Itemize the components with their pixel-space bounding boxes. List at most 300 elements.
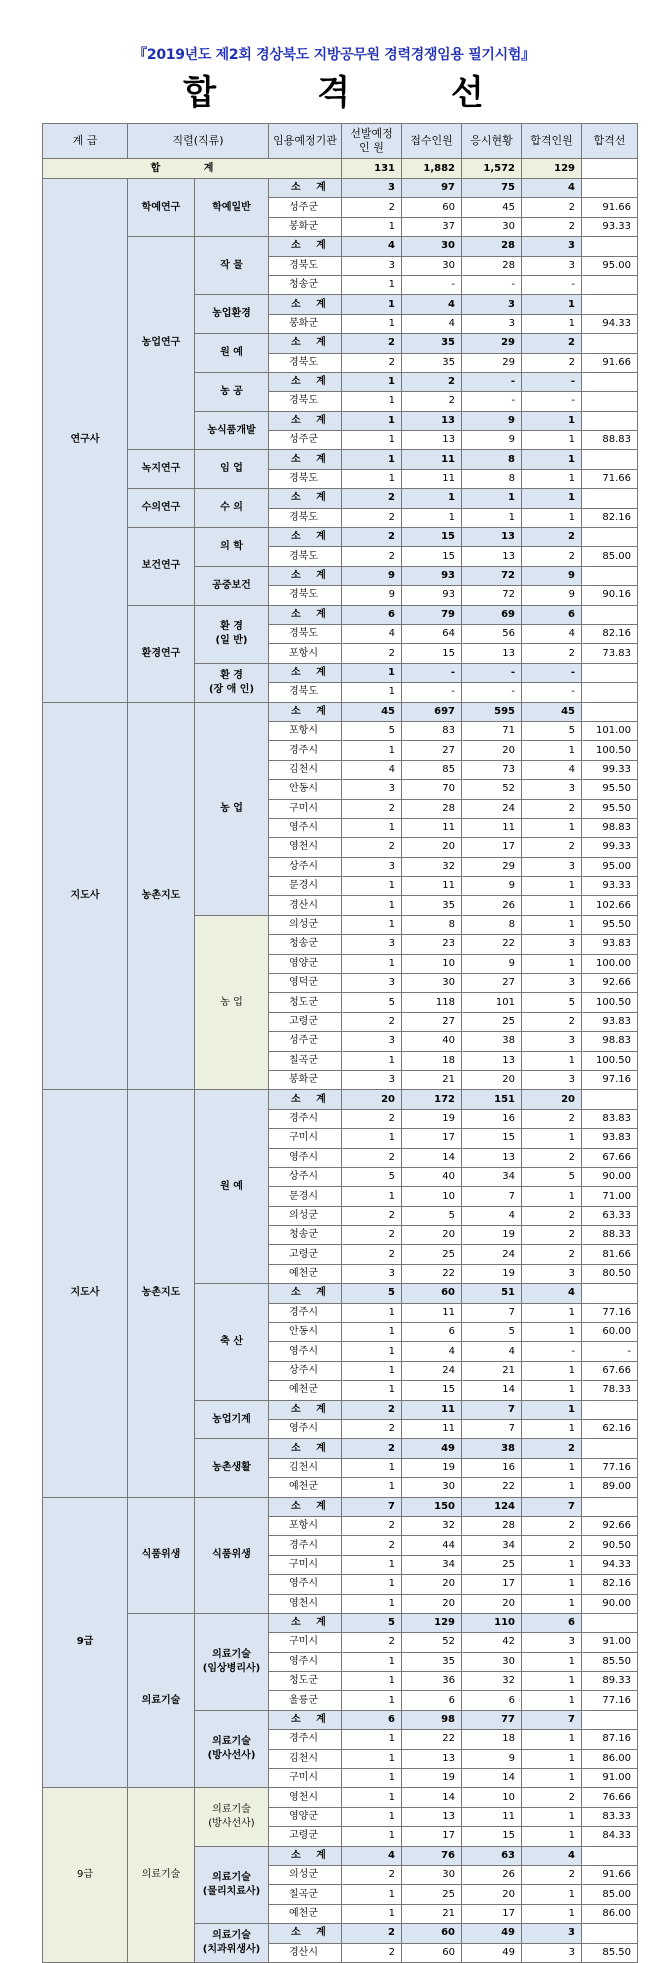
attended-cell: 110 xyxy=(462,1613,522,1632)
planned-cell: 2 xyxy=(342,1226,402,1245)
passed-cell: 2 xyxy=(522,1206,582,1225)
applied-cell: 172 xyxy=(402,1090,462,1109)
planned-cell: 1 xyxy=(342,1051,402,1070)
attended-cell: 13 xyxy=(462,547,522,566)
agency-cell: 영주시 xyxy=(269,1575,342,1594)
cutoff-cell: 90.50 xyxy=(582,1536,638,1555)
applied-cell: 6 xyxy=(402,1691,462,1710)
cutoff-cell: 77.16 xyxy=(582,1303,638,1322)
subseries-cell: 축 산 xyxy=(195,1284,269,1400)
agency-cell: 고령군 xyxy=(269,1245,342,1264)
subtotal-row xyxy=(43,1090,638,1109)
planned-cell: 2 xyxy=(342,1420,402,1439)
attended-cell: 72 xyxy=(462,586,522,605)
attended-cell: 75 xyxy=(462,179,522,198)
planned-cell: 1 xyxy=(342,1672,402,1691)
attended-cell: 13 xyxy=(462,644,522,663)
applied-cell: 23 xyxy=(402,935,462,954)
cutoff-cell: 94.33 xyxy=(582,1555,638,1574)
subseries-cell: 식품위생 xyxy=(195,1497,269,1613)
cutoff-cell: 71.66 xyxy=(582,469,638,488)
passed-cell: 1 xyxy=(522,1478,582,1497)
applied-cell: 10 xyxy=(402,1187,462,1206)
cutoff-cell: 91.66 xyxy=(582,353,638,372)
applied-cell: 35 xyxy=(402,1652,462,1671)
agency-cell: 안동시 xyxy=(269,1323,342,1342)
subseries-cell: 공중보건 xyxy=(195,566,269,605)
applied-cell: 60 xyxy=(402,1924,462,1943)
attended-cell: 14 xyxy=(462,1769,522,1788)
applied-cell: 32 xyxy=(402,857,462,876)
planned-cell: 1 xyxy=(342,431,402,450)
passed-cell: 1 xyxy=(522,489,582,508)
passed-cell: 1 xyxy=(522,1672,582,1691)
planned-cell: 2 xyxy=(342,1109,402,1128)
passed-cell: 1 xyxy=(522,1691,582,1710)
passed-cell: 2 xyxy=(522,528,582,547)
applied-cell: 44 xyxy=(402,1536,462,1555)
passed-cell: 1 xyxy=(522,1885,582,1904)
applied-cell: - xyxy=(402,275,462,294)
cutoff-cell: 100.00 xyxy=(582,954,638,973)
planned-cell: 2 xyxy=(342,1400,402,1419)
cutoff-cell xyxy=(582,392,638,411)
attended-cell: 71 xyxy=(462,721,522,740)
applied-cell: 17 xyxy=(402,1827,462,1846)
attended-cell: 18 xyxy=(462,1730,522,1749)
total-planned: 131 xyxy=(342,159,402,179)
agency-cell: 구미시 xyxy=(269,1555,342,1574)
passed-cell: 4 xyxy=(522,1846,582,1865)
passed-cell: 1 xyxy=(522,1400,582,1419)
agency-cell: 소 계 xyxy=(269,1284,342,1303)
applied-cell: 97 xyxy=(402,179,462,198)
agency-cell: 고령군 xyxy=(269,1012,342,1031)
applied-cell: 4 xyxy=(402,1342,462,1361)
planned-cell: 1 xyxy=(342,1361,402,1380)
series-cell: 의료기술 xyxy=(128,1613,195,1788)
passed-cell: 1 xyxy=(522,1129,582,1148)
subseries-cell: 의료기술 (임상병리사) xyxy=(195,1613,269,1710)
results-table xyxy=(42,123,638,1963)
cutoff-cell: 77.16 xyxy=(582,1458,638,1477)
applied-cell: 11 xyxy=(402,450,462,469)
agency-cell: 경주시 xyxy=(269,741,342,760)
total-applied: 1,882 xyxy=(402,159,462,179)
planned-cell: 2 xyxy=(342,1516,402,1535)
cutoff-cell: 84.33 xyxy=(582,1827,638,1846)
applied-cell: 11 xyxy=(402,1420,462,1439)
passed-cell: 5 xyxy=(522,1167,582,1186)
passed-cell: 2 xyxy=(522,1788,582,1807)
applied-cell: 93 xyxy=(402,566,462,585)
series-cell: 학예연구 xyxy=(128,179,195,237)
planned-cell: 1 xyxy=(342,1652,402,1671)
agency-cell: 경북도 xyxy=(269,683,342,702)
agency-cell: 경산시 xyxy=(269,896,342,915)
agency-cell: 소 계 xyxy=(269,1613,342,1632)
applied-cell: 2 xyxy=(402,372,462,391)
passed-cell: 9 xyxy=(522,566,582,585)
col-header-planned: 선발예정 인 원 xyxy=(342,124,402,159)
planned-cell: 4 xyxy=(342,1846,402,1865)
agency-cell: 상주시 xyxy=(269,1361,342,1380)
passed-cell: 1 xyxy=(522,1458,582,1477)
agency-cell: 소 계 xyxy=(269,334,342,353)
cutoff-cell xyxy=(582,528,638,547)
subseries-cell: 의료기술 (물리치료사) xyxy=(195,1846,269,1924)
applied-cell: 21 xyxy=(402,1904,462,1923)
cutoff-cell: 98.83 xyxy=(582,818,638,837)
planned-cell: 1 xyxy=(342,896,402,915)
applied-cell: 40 xyxy=(402,1167,462,1186)
passed-cell: 2 xyxy=(522,1012,582,1031)
subtotal-row xyxy=(43,702,638,721)
passed-cell: 4 xyxy=(522,760,582,779)
attended-cell: 22 xyxy=(462,935,522,954)
subseries-cell: 농 업 xyxy=(195,702,269,915)
cutoff-cell: 83.83 xyxy=(582,1109,638,1128)
subtotal-row xyxy=(43,605,638,624)
cutoff-cell: 78.33 xyxy=(582,1381,638,1400)
passed-cell: 1 xyxy=(522,1749,582,1768)
cutoff-cell: 95.50 xyxy=(582,780,638,799)
planned-cell: 1 xyxy=(342,1807,402,1826)
subseries-cell: 농 공 xyxy=(195,372,269,411)
passed-cell: 1 xyxy=(522,877,582,896)
attended-cell: 52 xyxy=(462,780,522,799)
passed-cell: 1 xyxy=(522,1594,582,1613)
passed-cell: 1 xyxy=(522,1323,582,1342)
planned-cell: 1 xyxy=(342,1594,402,1613)
passed-cell: 3 xyxy=(522,1070,582,1089)
passed-cell: 3 xyxy=(522,1264,582,1283)
passed-cell: 1 xyxy=(522,1807,582,1826)
attended-cell: 9 xyxy=(462,431,522,450)
cutoff-cell xyxy=(582,566,638,585)
grade-cell: 지도사 xyxy=(43,702,128,1090)
planned-cell: 2 xyxy=(342,198,402,217)
subseries-cell: 농업환경 xyxy=(195,295,269,334)
agency-cell: 울릉군 xyxy=(269,1691,342,1710)
passed-cell: 2 xyxy=(522,1245,582,1264)
cutoff-cell xyxy=(582,334,638,353)
attended-cell: 42 xyxy=(462,1633,522,1652)
planned-cell: 1 xyxy=(342,683,402,702)
attended-cell: 4 xyxy=(462,1342,522,1361)
page-title xyxy=(0,65,668,114)
agency-cell: 의성군 xyxy=(269,915,342,934)
agency-cell: 영양군 xyxy=(269,1807,342,1826)
applied-cell: 30 xyxy=(402,256,462,275)
attended-cell: 1 xyxy=(462,489,522,508)
attended-cell: 17 xyxy=(462,1904,522,1923)
attended-cell: 8 xyxy=(462,450,522,469)
attended-cell: - xyxy=(462,275,522,294)
total-passed: 129 xyxy=(522,159,582,179)
grade-cell: 9급 xyxy=(43,1788,128,1963)
planned-cell: 2 xyxy=(342,838,402,857)
applied-cell: 11 xyxy=(402,1400,462,1419)
agency-cell: 경주시 xyxy=(269,1536,342,1555)
subseries-cell: 작 물 xyxy=(195,237,269,295)
applied-cell: 98 xyxy=(402,1710,462,1729)
agency-cell: 소 계 xyxy=(269,295,342,314)
attended-cell: 124 xyxy=(462,1497,522,1516)
agency-cell: 봉화군 xyxy=(269,314,342,333)
attended-cell: 1 xyxy=(462,508,522,527)
attended-cell: 28 xyxy=(462,256,522,275)
agency-cell: 청송군 xyxy=(269,1226,342,1245)
cutoff-cell: 91.66 xyxy=(582,198,638,217)
applied-cell: 28 xyxy=(402,799,462,818)
attended-cell: 8 xyxy=(462,469,522,488)
attended-cell: 56 xyxy=(462,624,522,643)
cutoff-cell: 82.16 xyxy=(582,624,638,643)
attended-cell: 72 xyxy=(462,566,522,585)
subtotal-row xyxy=(43,528,638,547)
passed-cell: 1 xyxy=(522,1303,582,1322)
subseries-cell: 임 업 xyxy=(195,450,269,489)
planned-cell: 1 xyxy=(342,1749,402,1768)
cutoff-cell: 93.83 xyxy=(582,1129,638,1148)
agency-cell: 소 계 xyxy=(269,702,342,721)
attended-cell: 30 xyxy=(462,217,522,236)
cutoff-cell: 92.66 xyxy=(582,1516,638,1535)
agency-cell: 영덕군 xyxy=(269,974,342,993)
cutoff-cell: 73.83 xyxy=(582,644,638,663)
planned-cell: 3 xyxy=(342,974,402,993)
agency-cell: 소 계 xyxy=(269,663,342,682)
planned-cell: 4 xyxy=(342,760,402,779)
planned-cell: 2 xyxy=(342,1924,402,1943)
planned-cell: 1 xyxy=(342,1381,402,1400)
cutoff-cell: 80.50 xyxy=(582,1264,638,1283)
planned-cell: 1 xyxy=(342,1555,402,1574)
passed-cell: 5 xyxy=(522,993,582,1012)
cutoff-cell xyxy=(582,275,638,294)
planned-cell: 2 xyxy=(342,1536,402,1555)
cutoff-cell: 83.33 xyxy=(582,1807,638,1826)
attended-cell: 73 xyxy=(462,760,522,779)
passed-cell: 1 xyxy=(522,295,582,314)
attended-cell: - xyxy=(462,392,522,411)
attended-cell: 30 xyxy=(462,1652,522,1671)
attended-cell: 22 xyxy=(462,1478,522,1497)
planned-cell: 1 xyxy=(342,915,402,934)
applied-cell: 40 xyxy=(402,1032,462,1051)
total-attended: 1,572 xyxy=(462,159,522,179)
agency-cell: 칠곡군 xyxy=(269,1051,342,1070)
cutoff-cell: 85.50 xyxy=(582,1652,638,1671)
cutoff-cell: 90.00 xyxy=(582,1167,638,1186)
cutoff-cell xyxy=(582,1439,638,1458)
agency-cell: 경북도 xyxy=(269,469,342,488)
cutoff-cell xyxy=(582,179,638,198)
cutoff-cell: 86.00 xyxy=(582,1749,638,1768)
col-header-agency: 임용예정기관 xyxy=(269,124,342,159)
applied-cell: 70 xyxy=(402,780,462,799)
agency-cell: 김천시 xyxy=(269,760,342,779)
applied-cell: 21 xyxy=(402,1070,462,1089)
passed-cell: 2 xyxy=(522,547,582,566)
agency-cell: 소 계 xyxy=(269,237,342,256)
passed-cell: 2 xyxy=(522,799,582,818)
planned-cell: 1 xyxy=(342,1478,402,1497)
planned-cell: 1 xyxy=(342,469,402,488)
agency-cell: 소 계 xyxy=(269,179,342,198)
planned-cell: 1 xyxy=(342,1342,402,1361)
agency-cell: 포항시 xyxy=(269,644,342,663)
applied-cell: 60 xyxy=(402,1284,462,1303)
agency-cell: 성주군 xyxy=(269,198,342,217)
agency-cell: 포항시 xyxy=(269,1516,342,1535)
series-cell: 농업연구 xyxy=(128,237,195,450)
passed-cell: 1 xyxy=(522,450,582,469)
agency-cell: 청송군 xyxy=(269,275,342,294)
passed-cell: 3 xyxy=(522,780,582,799)
planned-cell: 2 xyxy=(342,528,402,547)
attended-cell: 11 xyxy=(462,818,522,837)
cutoff-cell xyxy=(582,489,638,508)
attended-cell: 7 xyxy=(462,1400,522,1419)
applied-cell: 76 xyxy=(402,1846,462,1865)
title-char: 합 xyxy=(183,73,218,113)
subtotal-row xyxy=(43,489,638,508)
cutoff-cell: 91.66 xyxy=(582,1865,638,1884)
agency-cell: 상주시 xyxy=(269,1167,342,1186)
col-header-attended: 응시현황 xyxy=(462,124,522,159)
subseries-cell: 농 업 xyxy=(195,915,269,1090)
cutoff-cell: 93.83 xyxy=(582,935,638,954)
applied-cell: 18 xyxy=(402,1051,462,1070)
agency-cell: 의성군 xyxy=(269,1206,342,1225)
agency-cell: 소 계 xyxy=(269,1439,342,1458)
passed-cell: - xyxy=(522,1342,582,1361)
passed-cell: 1 xyxy=(522,1904,582,1923)
subseries-cell: 의료기술 (치과위생사) xyxy=(195,1924,269,1963)
planned-cell: 1 xyxy=(342,1303,402,1322)
planned-cell: 1 xyxy=(342,372,402,391)
agency-cell: 경주시 xyxy=(269,1109,342,1128)
planned-cell: 9 xyxy=(342,586,402,605)
cutoff-cell: 101.00 xyxy=(582,721,638,740)
agency-cell: 예천군 xyxy=(269,1904,342,1923)
agency-cell: 상주시 xyxy=(269,857,342,876)
passed-cell: 3 xyxy=(522,974,582,993)
planned-cell: 3 xyxy=(342,1032,402,1051)
planned-cell: 45 xyxy=(342,702,402,721)
applied-cell: 2 xyxy=(402,392,462,411)
attended-cell: 8 xyxy=(462,915,522,934)
attended-cell: 28 xyxy=(462,237,522,256)
passed-cell: 2 xyxy=(522,1109,582,1128)
planned-cell: 2 xyxy=(342,353,402,372)
cutoff-cell: - xyxy=(582,1342,638,1361)
applied-cell: 13 xyxy=(402,431,462,450)
planned-cell: 1 xyxy=(342,314,402,333)
passed-cell: 6 xyxy=(522,1613,582,1632)
cutoff-cell: 98.83 xyxy=(582,1032,638,1051)
passed-cell: 1 xyxy=(522,469,582,488)
attended-cell: 3 xyxy=(462,314,522,333)
planned-cell: 1 xyxy=(342,217,402,236)
agency-cell: 봉화군 xyxy=(269,1070,342,1089)
planned-cell: 2 xyxy=(342,1865,402,1884)
cutoff-cell xyxy=(582,1284,638,1303)
attended-cell: 151 xyxy=(462,1090,522,1109)
passed-cell: 2 xyxy=(522,198,582,217)
applied-cell: 30 xyxy=(402,974,462,993)
agency-cell: 구미시 xyxy=(269,1769,342,1788)
col-header-applied: 접수인원 xyxy=(402,124,462,159)
passed-cell: 1 xyxy=(522,896,582,915)
applied-cell: 20 xyxy=(402,1575,462,1594)
agency-cell: 경북도 xyxy=(269,353,342,372)
planned-cell: 1 xyxy=(342,663,402,682)
passed-cell: - xyxy=(522,275,582,294)
planned-cell: 1 xyxy=(342,1730,402,1749)
cutoff-cell: 92.66 xyxy=(582,974,638,993)
planned-cell: 6 xyxy=(342,605,402,624)
attended-cell: 63 xyxy=(462,1846,522,1865)
attended-cell: 34 xyxy=(462,1536,522,1555)
passed-cell: - xyxy=(522,392,582,411)
planned-cell: 2 xyxy=(342,1148,402,1167)
applied-cell: 4 xyxy=(402,295,462,314)
applied-cell: 13 xyxy=(402,411,462,430)
applied-cell: 5 xyxy=(402,1206,462,1225)
attended-cell: 20 xyxy=(462,1885,522,1904)
cutoff-cell: 97.16 xyxy=(582,1070,638,1089)
applied-cell: 27 xyxy=(402,1012,462,1031)
table-header-row xyxy=(43,124,638,159)
cutoff-cell xyxy=(582,663,638,682)
agency-cell: 성주군 xyxy=(269,1032,342,1051)
col-header-series: 직렬(직류) xyxy=(128,124,269,159)
passed-cell: 5 xyxy=(522,721,582,740)
cutoff-cell: 90.00 xyxy=(582,1594,638,1613)
attended-cell: 19 xyxy=(462,1264,522,1283)
agency-cell: 영주시 xyxy=(269,1420,342,1439)
subseries-cell: 환 경 (장 애 인) xyxy=(195,663,269,702)
agency-cell: 경북도 xyxy=(269,392,342,411)
planned-cell: 1 xyxy=(342,450,402,469)
agency-cell: 소 계 xyxy=(269,450,342,469)
cutoff-cell: 88.33 xyxy=(582,1226,638,1245)
cutoff-cell xyxy=(582,683,638,702)
cutoff-cell xyxy=(582,411,638,430)
cutoff-cell: 94.33 xyxy=(582,314,638,333)
planned-cell: 2 xyxy=(342,508,402,527)
cutoff-cell xyxy=(582,450,638,469)
applied-cell: 25 xyxy=(402,1885,462,1904)
subtotal-row xyxy=(43,1497,638,1516)
page-subtitle: 『2019년도 제2회 경상북도 지방공무원 경력경쟁임용 필기시험』 xyxy=(133,47,535,63)
agency-cell: 영천시 xyxy=(269,1788,342,1807)
agency-cell: 소 계 xyxy=(269,411,342,430)
agency-cell: 김천시 xyxy=(269,1458,342,1477)
agency-cell: 소 계 xyxy=(269,1400,342,1419)
table-row xyxy=(43,1788,638,1807)
passed-cell: 1 xyxy=(522,1769,582,1788)
cutoff-cell: 102.66 xyxy=(582,896,638,915)
cutoff-cell xyxy=(582,237,638,256)
attended-cell: 10 xyxy=(462,1788,522,1807)
attended-cell: - xyxy=(462,683,522,702)
cutoff-cell: 95.00 xyxy=(582,256,638,275)
agency-cell: 소 계 xyxy=(269,566,342,585)
